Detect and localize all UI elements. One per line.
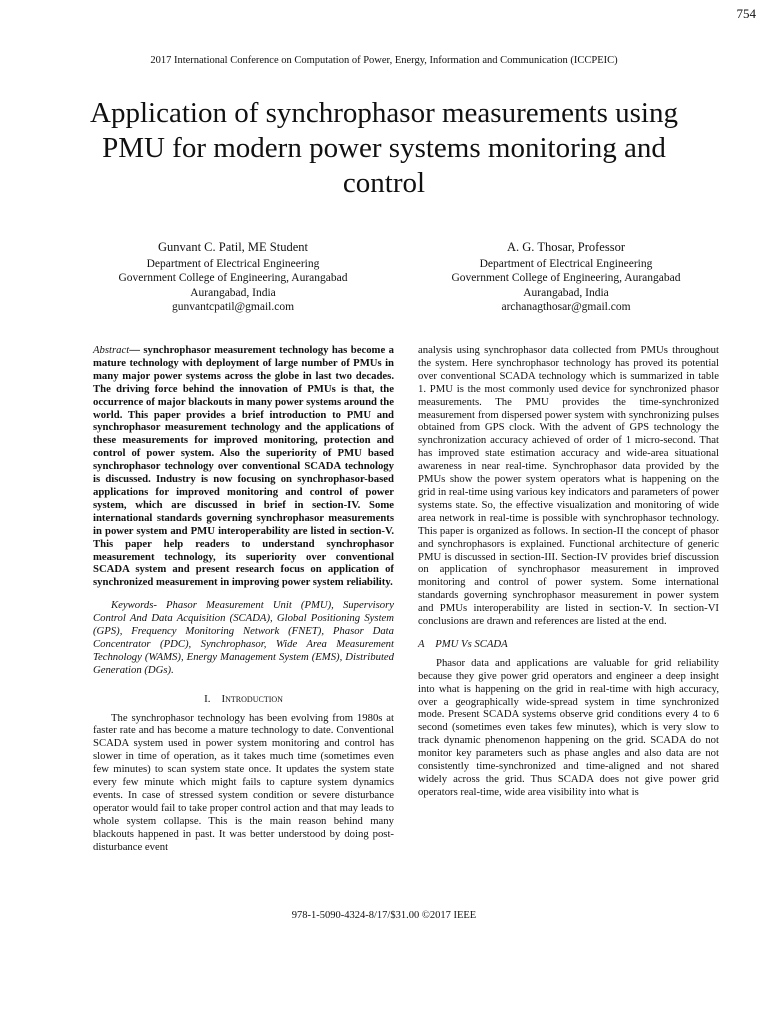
section-title: Introduction [221,692,283,705]
author-email: gunvantcpatil@gmail.com [171,300,295,313]
conference-header: 2017 International Conference on Computation of Power, Energy, Information and Communication (ICCPEIC) [150,55,618,66]
section-heading-introduction [93,693,394,706]
pmu-vs-scada-paragraph: Phasor data and applications are valuable for grid reliability because they give power grid operators and engineer a deep insight into what is happening on the grid in real-time with high accuracy, over a geographically wide-spread system in time synchronized mode. Present SCADA systems observe grid conditions every 4 to 6 second (sometimes even takes few minutes), which is very slow to track dynamic phenomenon happening on the grid. SCADA do not monitor key parameters such as phase angles and also data are not consistently time-synchronized and time-aligned and not shared widely across the grid. Thus SCADA does not give power grid operators real-time, wide area visibility into what is [418,656,719,798]
author-email: archanagthosar@gmail.com [501,300,631,313]
right-column-paragraph: analysis using synchrophasor data collected from PMUs throughout the system. Here synchrophasor technology has proved its potential over conventional SCADA technology which is summarized in table 1. PMU is the most commonly used device for synchronized phasor measurements. The PMU provides the time-synchronized measurement from dispersed power system with synchronizing pulses obtained from GPS clock. With the advent of GPS technology the synchronization accuracy achieved of order of 1 micro-second. That has improved state estimation accuracy and wide-area situational awareness in near real-time. Synchrophasor data provided by the PMUs show the power system operators what is happening on the grid in real-time using various key indicators and parameters of power systems state. So, the effective visualization and monitoring of wide area network in real-time is possible with synchrophasor technology. This paper is organized as follows. In section-II the concept of phasor and synchrophasors is explained. Functional architecture of generic PMU is discussed in section-III. Section-IV provides brief discussion on application of synchrophasor measurement in improved monitoring and control of power system. Some international standards governing synchrophasor measurement in power system and PMUs interoperability are listed in section-V. In section-VI conclusions are drawn and references are listed at the end. [418,344,719,628]
author-college: Government College of Engineering, Aurangabad [118,272,348,285]
author-college: Government College of Engineering, Aurangabad [451,272,681,285]
abstract-lead: Abstract [93,344,130,356]
subsection-label: A [418,637,425,650]
abstract [93,344,394,589]
page-number: 754 [736,6,756,21]
author-department: Department of Electrical Engineering [146,258,320,271]
author-name: Gunvant C. Patil, ME Student [158,240,308,254]
subsection-title: PMU Vs SCADA [435,637,508,650]
left-column [93,344,394,854]
introduction-paragraph: The synchrophasor technology has been evolving from 1980s at faster rate and has become a mature technology to date. Conventional SCADA system used in power system monitoring and control has slower in time of operation, as it takes much time (sometimes even few minutes) to scan system state once. It updates the system state every few minute which might fails to capture system dynamics events. In case of stressed system condition or severe disturbance operator would fail to take proper control action and that may leads to whole system collapse. This is the main reason behind many blackouts happened in past. It was better understood by doing post-disturbance event [93,711,394,853]
author-location: Aurangabad, India [523,286,609,299]
subsection-heading-pmu-vs-scada [418,638,719,651]
author-name: A. G. Thosar, Professor [506,240,625,254]
paper-title: Application of synchrophasor measurements using PMU for modern power systems monitoring and control [90,97,678,199]
author-department: Department of Electrical Engineering [479,258,653,271]
section-number: I. [204,692,211,705]
author-location: Aurangabad, India [190,286,276,299]
copyright-footer: 978-1-5090-4324-8/17/$31.00 ©2017 IEEE [291,910,477,921]
author-block-1 [83,240,383,314]
keywords: Keywords- Phasor Measurement Unit (PMU), Supervisory Control And Data Acquisition (SCADA), Global Positioning System (GPS), Frequency Monitoring Network (FNET), Phasor Data Concentrator (PDC), Synchrophasor, Wide Area Measurement Technology (WAMS), Energy Management System (EMS), Distributed Generation (DGs). [93,599,394,676]
author-block-2 [416,240,716,314]
right-column [418,344,719,799]
abstract-body: — synchrophasor measurement technology has become a mature technology with deployment of large number of PMUs in many major power systems across the globe in last two decades. The driving force behind the innovation of PMUs is that, the occurrence of major blackouts in many power systems around the world. This paper provides a brief introduction to PMU and synchrophasor measurement technology and the applications of these measurements for improved monitoring, protection and control of power system. Also the superiority of PMU based synchrophasor technology over conventional SCADA technology is discussed. Industry is now focusing on synchrophasor-based applications for improved monitoring and control of power system, which are discussed in brief in section-IV. Some international standards governing synchrophasor measurements in power system and PMU interoperability are listed in section-V. This paper help readers to understand synchrophasor measurement technology, its superiority over conventional SCADA system and present research focus on application of synchronized measurement in improving power system reliability. [93,344,394,589]
